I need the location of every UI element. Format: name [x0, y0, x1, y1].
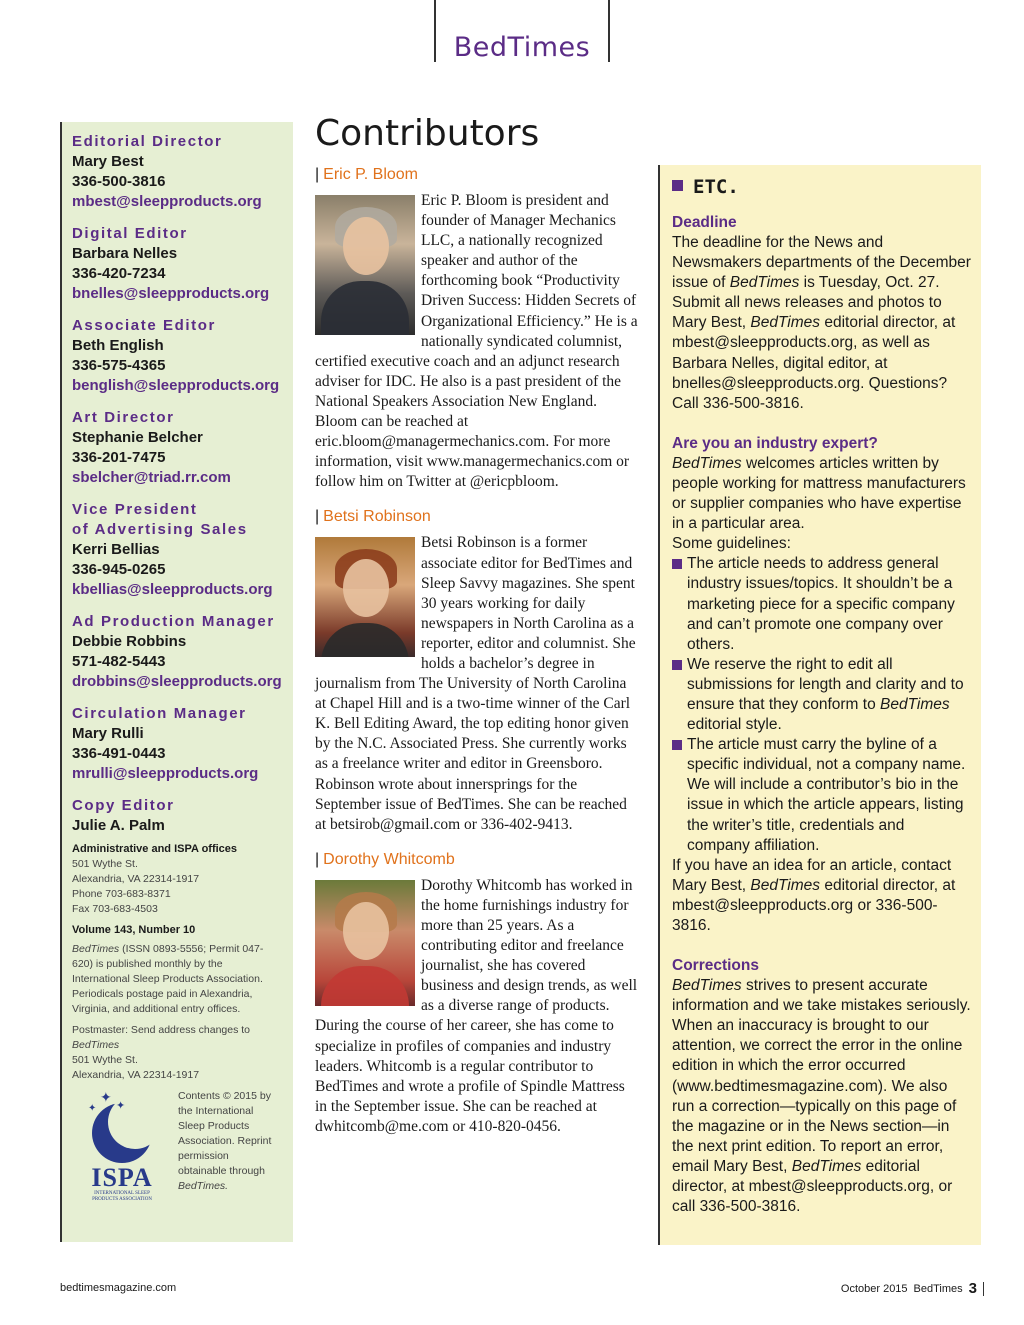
- etc-title: [672, 175, 971, 199]
- contributor-photo: [315, 195, 415, 335]
- contributor-photo: [315, 880, 415, 1006]
- staff-role: Vice President: [72, 501, 198, 518]
- logo-text: ISPA: [91, 1163, 153, 1192]
- postmaster-line: 501 Wythe St.: [72, 1054, 138, 1066]
- footer-rule: [983, 1282, 984, 1296]
- contributor-name-text: Betsi Robinson: [323, 508, 431, 526]
- name-rule: |: [315, 166, 320, 183]
- guideline-text: We reserve the right to edit all submissions for length and clarity and to ensure that they conform to: [687, 655, 964, 713]
- copyright-italic: BedTimes.: [178, 1180, 229, 1192]
- photo-face: [343, 217, 389, 275]
- staff-box: [60, 122, 293, 1242]
- staff-name: Mary Best: [72, 153, 144, 170]
- staff-role: of Advertising Sales: [72, 521, 248, 538]
- bullet-square-icon: [672, 740, 682, 750]
- expert-part: welcomes articles written by people working for mattress manufacturers or supplier companies who have expertise in a particular area.: [672, 454, 966, 533]
- contributor-bio: [315, 191, 640, 492]
- ispa-logo: [72, 1089, 168, 1205]
- photo-body: [321, 966, 409, 1006]
- postmaster-line: Alexandria, VA 22314-1917: [72, 1069, 200, 1081]
- staff-name: Stephanie Belcher: [72, 429, 203, 446]
- guideline-text: editorial style.: [687, 716, 782, 734]
- staff-phone: 336-575-4365: [72, 357, 166, 374]
- idea-part: If you have an idea for an article, contact Mary Best,: [672, 856, 952, 894]
- expert-text: [672, 454, 971, 534]
- staff-email[interactable]: sbelcher@triad.rr.com: [72, 469, 231, 486]
- contributors-section: [315, 112, 640, 1151]
- deadline-heading: Deadline: [672, 214, 737, 231]
- volume-number: Volume 143, Number 10: [72, 924, 196, 936]
- staff-name: Debbie Robbins: [72, 633, 187, 650]
- offices-line: 501 Wythe St.: [72, 858, 138, 870]
- staff-group: [72, 704, 293, 784]
- staff-group: [72, 612, 293, 692]
- contributor-bio-text: Eric P. Bloom is president and founder of Manager Mechanics LLC, a nationally recognized speaker and author of the forthcoming book “Productivity Driven Success: Hidden Secrets of Organizational Efficiency.” He is a nationally syndicated columnist, certified executive coach and an adjunct research adviser for IDC. He also is a past president of the National Speakers Association New England. Bloom can be reached at eric.bloom@managermechanics.com. For more information, visit www.managermechanics.com or follow him on Twitter at @ericpbloom.: [315, 192, 638, 491]
- contributor-name-text: Dorothy Whitcomb: [323, 850, 455, 868]
- photo-body: [321, 281, 409, 335]
- publish-text: (ISSN 0893-5556; Permit 047-620) is published monthly by the International Sleep Products Association. Periodicals postage paid in Alexandria, Virginia, and additional entry offices.: [72, 943, 264, 1015]
- contributor-bio: [315, 533, 640, 834]
- staff-group: [72, 224, 293, 304]
- staff-email[interactable]: drobbins@sleepproducts.org: [72, 673, 282, 690]
- idea-italic: BedTimes: [750, 876, 821, 894]
- deadline-italic: BedTimes: [729, 274, 800, 292]
- corrections-part: editorial director, at mbest@sleepproducts.org, or call 336-500-3816.: [672, 1157, 953, 1216]
- star-icon: ✦: [100, 1089, 112, 1105]
- staff-name: Beth English: [72, 337, 164, 354]
- offices-address: [72, 857, 293, 917]
- postmaster-italic: BedTimes: [72, 1039, 120, 1051]
- footer-site[interactable]: bedtimesmagazine.com: [60, 1282, 177, 1294]
- offices-line: Alexandria, VA 22314-1917: [72, 873, 200, 885]
- guideline-text: The article must carry the byline of a specific individual, not a company name. We will include a contributor’s bio in the issue in which the article appears, listing the writer’s title, credentials and company affiliation.: [687, 736, 966, 854]
- deadline-part: editorial director, at mbest@sleepproducts.org, as well as Barbara Nelles, digital editor, at bnelles@sleepproducts.org. Questions? Call 336-500-3816.: [672, 314, 956, 412]
- staff-role: Associate Editor: [72, 317, 216, 334]
- copyright-text: Contents © 2015 by the International Sleep Products Association. Reprint permission obtainable through: [178, 1090, 272, 1177]
- offices-line: Phone 703-683-8371: [72, 888, 171, 900]
- guideline-item: [672, 554, 971, 654]
- star-icon: ✦: [88, 1103, 97, 1114]
- corrections-italic: BedTimes: [672, 977, 742, 995]
- staff-role: Editorial Director: [72, 133, 223, 150]
- staff-phone: 336-491-0443: [72, 745, 166, 762]
- corrections-heading: Corrections: [672, 957, 759, 975]
- etc-title-text: ETC.: [693, 176, 739, 198]
- contributor-photo: [315, 537, 415, 657]
- contributor-name: [315, 164, 640, 186]
- deadline-italic: BedTimes: [750, 314, 821, 332]
- page-title: Contributors: [315, 113, 540, 154]
- page-number: 3: [968, 1280, 977, 1297]
- photo-body: [321, 623, 409, 657]
- staff-email[interactable]: benglish@sleepproducts.org: [72, 377, 280, 394]
- staff-name: Barbara Nelles: [72, 245, 178, 262]
- staff-email[interactable]: mrulli@sleepproducts.org: [72, 765, 259, 782]
- contributor-bio-text: Betsi Robinson is a former associate editor for BedTimes and Sleep Savvy magazines. She spent 30 years working for daily newspapers in North Carolina as a reporter, editor and columnist. She holds a bachelor’s degree in journalism from The University of North Carolina at Chapel Hill and is a two-time winner of the Carl K. Bell Editing Award, the top editing honor given by the N.C. Associated Press. She currently works as a freelance writer and editor in Greensboro. Robinson wrote about innersprings for the September issue of BedTimes. She can be reached at betsirob@gmail.com or 336-402-9413.: [315, 534, 636, 833]
- offices-line: Fax 703-683-4503: [72, 903, 158, 915]
- corrections-text: [672, 976, 971, 1217]
- deadline-text: [672, 233, 971, 414]
- idea-text: [672, 856, 971, 936]
- postmaster-line: Postmaster: Send address changes to: [72, 1024, 251, 1036]
- staff-phone: 336-945-0265: [72, 561, 166, 578]
- staff-phone: 336-201-7475: [72, 449, 166, 466]
- staff-role: Digital Editor: [72, 225, 188, 242]
- staff-group: [72, 500, 293, 600]
- staff-group: [72, 408, 293, 488]
- guideline-item: [672, 735, 971, 856]
- contributor-name-text: Eric P. Bloom: [323, 166, 419, 183]
- staff-email[interactable]: kbellias@sleepproducts.org: [72, 581, 273, 598]
- photo-face: [343, 559, 389, 617]
- star-icon: ✦: [116, 1100, 126, 1112]
- guideline-italic: BedTimes: [880, 695, 950, 713]
- staff-group: [72, 796, 293, 836]
- masthead: BedTimes: [453, 32, 591, 63]
- contributor-name: [315, 849, 640, 871]
- expert-heading: Are you an industry expert?: [672, 434, 878, 452]
- staff-role: Circulation Manager: [72, 705, 247, 722]
- name-rule: |: [315, 508, 320, 526]
- idea-part: editorial director, at mbest@sleepproducts.org or 336-500-3816.: [672, 876, 956, 934]
- deadline-part: The deadline for the News and Newsmakers departments of the December issue of: [672, 234, 971, 292]
- staff-email[interactable]: bnelles@sleepproducts.org: [72, 285, 270, 302]
- staff-phone: 336-500-3816: [72, 173, 166, 190]
- bullet-square-icon: [672, 660, 682, 670]
- publish-italic: BedTimes: [72, 943, 120, 955]
- staff-name: Mary Rulli: [72, 725, 144, 742]
- contributor-bio: [315, 876, 640, 1137]
- publish-notice: [72, 942, 272, 1017]
- square-icon: [672, 180, 683, 191]
- copyright-notice: [178, 1089, 278, 1205]
- staff-role: Art Director: [72, 409, 175, 426]
- staff-phone: 571-482-5443: [72, 653, 166, 670]
- bullet-square-icon: [672, 559, 682, 569]
- contributor-bio-text: Dorothy Whitcomb has worked in the home furnishings industry for more than 25 years. As a contributing editor and freelance journalist, she has covered business and design trends, as well as a diverse range of products. During the course of her career, she has come to specialize in profiles of companies and industry leaders. Whitcomb is a regular contributor to BedTimes and wrote a profile of Spindle Mattress in the September issue. She can be reached at dwhitcomb@me.com or 410-820-0456.: [315, 876, 638, 1135]
- ispa-row: [72, 1089, 293, 1205]
- deadline-part: is Tuesday, Oct. 27. Submit all news releases and photos to Mary Best,: [672, 274, 942, 332]
- staff-name: Julie A. Palm: [72, 817, 165, 834]
- footer-issue: October 2015: [840, 1282, 908, 1295]
- staff-phone: 336-420-7234: [72, 265, 166, 282]
- staff-email[interactable]: mbest@sleepproducts.org: [72, 193, 262, 210]
- staff-group: [72, 316, 293, 396]
- offices-heading: Administrative and ISPA offices: [72, 843, 238, 855]
- corrections-italic: BedTimes: [791, 1157, 862, 1175]
- etc-box: [658, 165, 981, 1245]
- header-rule-right: [608, 0, 610, 62]
- staff-role: Copy Editor: [72, 797, 175, 814]
- corrections-part: strives to present accurate information and we take mistakes seriously. When an inaccuracy is brought to our attention, we correct the error in the online edition in which the error occurred (www.bedtimesmagazine.com). We also run a correction—typically on this page of the magazine or in the News section—in the next print edition. To report an error, email Mary Best,: [672, 977, 971, 1175]
- staff-group: [72, 132, 293, 212]
- name-rule: |: [315, 850, 320, 868]
- footer-magazine: BedTimes: [913, 1282, 963, 1295]
- postmaster-block: [72, 1023, 293, 1083]
- footer-right: [841, 1280, 984, 1297]
- staff-name: Kerri Bellias: [72, 541, 160, 558]
- guideline-item: [672, 655, 971, 735]
- contributor-name: [315, 506, 640, 528]
- expert-italic: BedTimes: [672, 454, 742, 472]
- staff-role: Ad Production Manager: [72, 613, 275, 630]
- logo-subtext: INTERNATIONAL SLEEP PRODUCTS ASSOCIATION: [92, 1191, 152, 1202]
- postmaster-line: [72, 1038, 293, 1053]
- guideline-text: The article needs to address general industry issues/topics. It shouldn’t be a marketing piece for a specific company and can’t promote one company over others.: [687, 555, 955, 653]
- photo-face: [343, 902, 389, 960]
- guidelines-label: Some guidelines:: [672, 535, 791, 553]
